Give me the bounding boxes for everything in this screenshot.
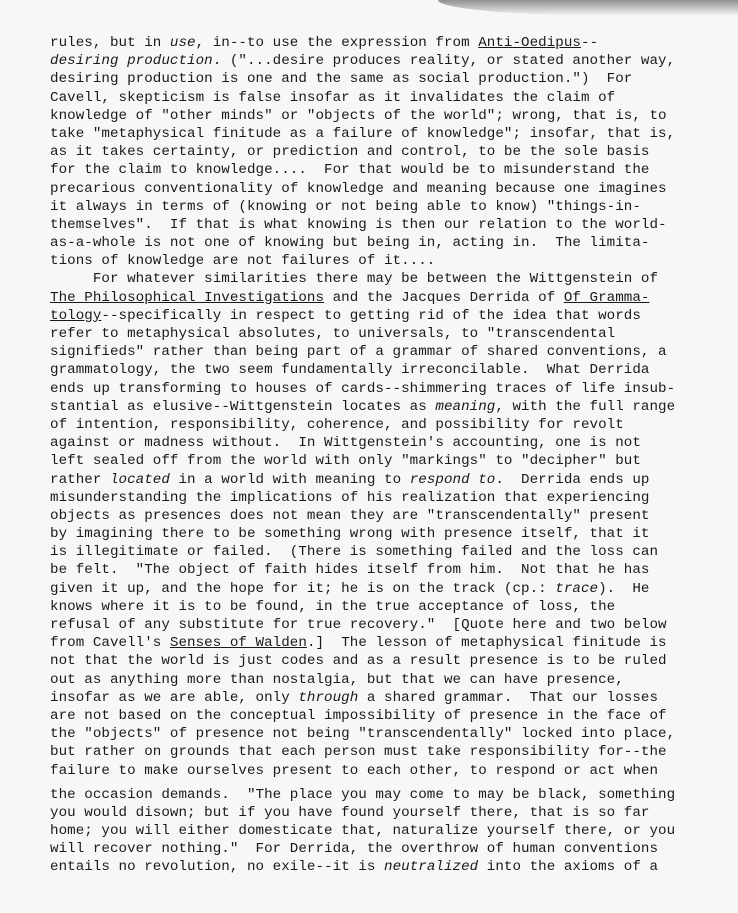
text-run: . Derrida ends up — [495, 471, 650, 488]
underlined-title: Anti-Oedipus — [478, 35, 581, 51]
text-line — [50, 616, 710, 634]
text-run: ). He — [598, 580, 650, 597]
text-line — [50, 289, 710, 307]
text-run: precarious conventionality of knowledge and meaning because one imagines — [50, 180, 667, 197]
text-run: failure to make ourselves present to each other, to respond or act when — [50, 762, 659, 779]
text-line — [50, 543, 710, 561]
text-run: rules, but in — [50, 35, 170, 51]
text-run: misunderstanding the implications of his realization that experiencing — [50, 489, 650, 506]
text-run: is illegitimate or failed. (There is something failed and the loss can — [50, 544, 659, 561]
text-run: For whatever similarities there may be between the Wittgenstein of — [50, 271, 659, 288]
text-line — [50, 107, 710, 125]
italic-text: neutralized — [384, 859, 479, 876]
text-line — [50, 652, 710, 670]
italic-text: respond to — [409, 471, 496, 488]
text-run: home; you will either domesticate that, naturalize yourself there, or you — [50, 823, 676, 840]
text-run: it always in terms of (knowing or not being able to know) "things-in- — [50, 198, 641, 215]
italic-text: use — [169, 35, 196, 51]
text-run: by imagining there to be something wrong with presence itself, that it — [50, 526, 650, 543]
text-line — [50, 489, 710, 507]
text-line — [50, 52, 710, 70]
text-run: ends up transforming to houses of cards--shimmering traces of life insub- — [50, 380, 676, 397]
text-run: from Cavell's — [50, 635, 170, 652]
text-run: will recover nothing." For Derrida, the overthrow of human conventions — [50, 841, 659, 858]
italic-text: trace — [555, 580, 599, 597]
text-line — [50, 70, 710, 88]
text-line — [50, 598, 710, 616]
text-line — [50, 198, 710, 216]
text-line — [50, 252, 710, 270]
text-line — [50, 307, 710, 325]
text-line — [50, 743, 710, 761]
text-line — [50, 143, 710, 161]
italic-text: located — [109, 471, 170, 488]
text-run: .] The lesson of metaphysical finitude is — [306, 635, 667, 652]
text-line — [50, 361, 710, 379]
italic-text: meaning — [435, 398, 496, 415]
text-run: into the axioms of a — [478, 859, 659, 876]
underlined-title: Senses of Walden — [169, 635, 307, 652]
text-run: , with the full range — [495, 398, 676, 415]
text-run: of intention, responsibility, coherence, and possibility for revolt — [50, 416, 624, 433]
text-run: left sealed off from the world with only "markings" to "decipher" but — [50, 453, 641, 470]
text-run: insofar as we are able, only — [50, 689, 299, 706]
text-run: refer to metaphysical absolutes, to universals, to "transcendental — [50, 326, 616, 342]
text-run: not that the world is just codes and as a result presence is to be ruled — [50, 653, 667, 670]
underlined-title: tology — [50, 307, 102, 324]
text-line — [50, 161, 710, 179]
text-run: are not based on the conceptual impossibility of presence in the face of — [50, 707, 667, 724]
text-run: refusal of any substitute for true recovery." [Quote here and two below — [50, 617, 667, 633]
text-line — [50, 525, 710, 543]
text-run: themselves". If that is what knowing is then our relation to the world- — [50, 216, 667, 233]
text-line — [50, 270, 710, 288]
text-line — [50, 507, 710, 525]
text-line — [50, 180, 710, 198]
text-line — [50, 34, 710, 52]
text-run: tions of knowledge are not failures of it.... — [50, 253, 436, 270]
text-line — [50, 840, 710, 858]
text-line — [50, 234, 710, 252]
text-run: Cavell, skepticism is false insofar as it invalidates the claim of — [50, 89, 616, 106]
underlined-title: Of Gramma- — [563, 289, 650, 306]
text-line — [50, 216, 710, 234]
text-line — [50, 804, 710, 822]
text-line — [50, 89, 710, 107]
text-run: desiring production is one and the same as social production.") For — [50, 71, 633, 88]
text-run: you would disown; but if you have found yourself there, that is so far — [50, 804, 650, 821]
text-line — [50, 822, 710, 840]
text-run: signifieds" rather than being part of a grammar of shared conventions, a — [50, 344, 667, 361]
text-run: against or madness without. In Wittgenstein's accounting, one is not — [50, 435, 641, 452]
text-line — [50, 452, 710, 470]
text-run: stantial as elusive--Wittgenstein locates as — [50, 398, 436, 415]
text-run: be felt. "The object of faith hides itself from him. Not that he has — [50, 562, 650, 579]
text-run: rather — [50, 471, 110, 488]
text-run: out as anything more than nostalgia, but that we can have presence, — [50, 671, 624, 688]
text-run: but rather on grounds that each person must take responsibility for--the — [50, 744, 667, 761]
text-line — [50, 416, 710, 434]
text-line — [50, 762, 710, 780]
text-line — [50, 325, 710, 343]
text-run: the "objects" of presence not being "transcendentally" locked into place, — [50, 726, 676, 743]
text-run: knows where it is to be found, in the true acceptance of loss, the — [50, 598, 616, 615]
text-run: as it takes certainty, or prediction and control, to be the sole basis — [50, 144, 650, 161]
text-run: as-a-whole is not one of knowing but being in, acting in. The limita- — [50, 235, 650, 252]
underlined-title: The Philosophical Investigations — [50, 289, 325, 306]
text-run: --specifically in respect to getting rid of the idea that words — [101, 307, 641, 324]
text-line — [50, 343, 710, 361]
text-line — [50, 580, 710, 598]
text-line — [50, 786, 710, 804]
text-line — [50, 471, 710, 489]
text-run: knowledge of "other minds" or "objects of the world"; wrong, that is, to — [50, 107, 667, 124]
text-line — [50, 125, 710, 143]
italic-text: desiring production — [50, 53, 213, 70]
text-line — [50, 725, 710, 743]
text-run: the occasion demands. "The place you may come to may be black, something — [50, 786, 676, 803]
text-line — [50, 707, 710, 725]
text-run: -- — [581, 35, 599, 51]
text-run: given it up, and the hope for it; he is on the track (cp.: — [50, 580, 556, 597]
text-line — [50, 689, 710, 707]
text-line — [50, 634, 710, 652]
text-line — [50, 434, 710, 452]
text-line — [50, 398, 710, 416]
text-run: objects as presences does not mean they are "transcendentally" present — [50, 507, 650, 524]
text-line — [50, 671, 710, 689]
text-run: take "metaphysical finitude as a failure of knowledge"; insofar, that is, — [50, 125, 676, 142]
text-run: a shared grammar. That our losses — [358, 689, 659, 706]
text-run: . ("...desire produces reality, or stated another way, — [212, 53, 676, 70]
text-run: , in--to use the expression from — [195, 35, 479, 51]
text-run: for the claim to knowledge.... For that would be to misunderstand the — [50, 162, 650, 179]
text-run: in a world with meaning to — [169, 471, 410, 488]
italic-text: through — [298, 689, 359, 706]
text-run: entails no revolution, no exile--it is — [50, 859, 384, 876]
text-line — [50, 858, 710, 876]
text-line — [50, 380, 710, 398]
text-line — [50, 561, 710, 579]
document-page — [50, 34, 710, 877]
text-run: grammatology, the two seem fundamentally irreconcilable. What Derrida — [50, 362, 650, 379]
text-run: and the Jacques Derrida of — [324, 289, 564, 306]
scan-edge-shadow — [438, 0, 738, 16]
